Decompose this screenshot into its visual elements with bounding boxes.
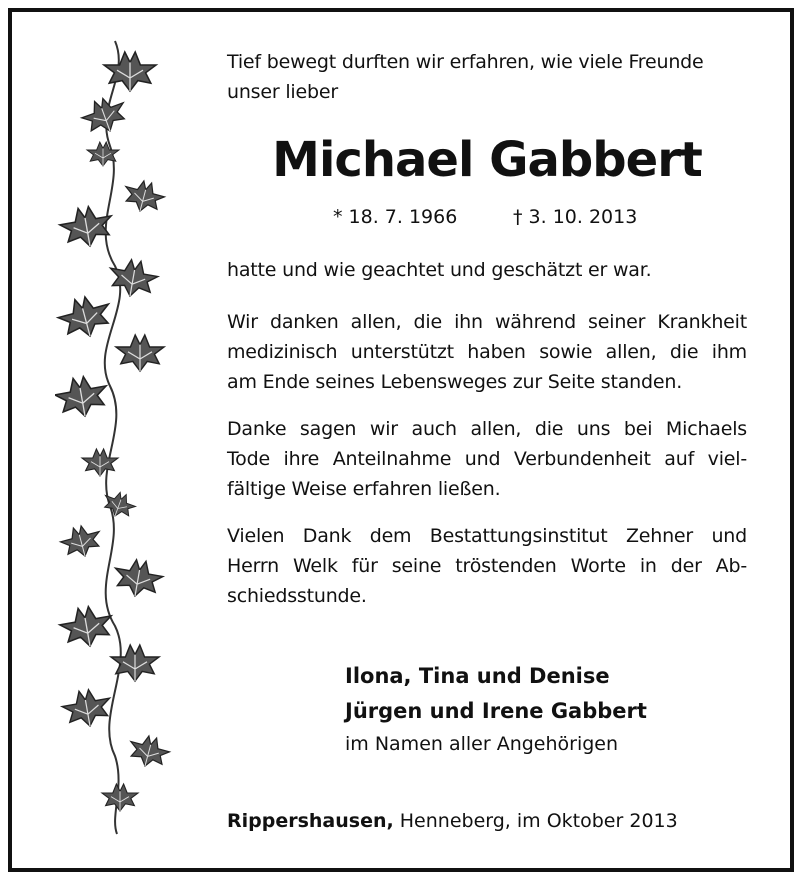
funeral-thanks-paragraph <box>227 521 747 611</box>
paragraph-line: schiedsstunde. <box>227 585 367 607</box>
intro-line: Tief bewegt durften wir erfahren, wie viele Freunde <box>227 51 704 73</box>
paragraph-line: Tode ihre Anteilnahme und Verbundenheit auf viel- <box>227 448 747 470</box>
signatory-line: Jürgen und Irene Gabbert <box>345 699 647 723</box>
signatory-line: Ilona, Tina und Denise <box>345 664 610 688</box>
paragraph-line: am Ende seines Lebensweges zur Seite standen. <box>227 371 683 393</box>
signatories <box>345 659 647 759</box>
birth-date: * 18. 7. 1966 <box>333 206 458 228</box>
intro-line: unser lieber <box>227 81 338 103</box>
paragraph-line: medizinisch unterstützt haben sowie allen, die ihm <box>227 341 747 363</box>
signatories-note: im Namen aller Angehörigen <box>345 733 619 755</box>
paragraph-line: fältige Weise erfahren ließen. <box>227 478 501 500</box>
paragraph-line: Wir danken allen, die ihn während seiner Krankheit <box>227 311 747 333</box>
paragraph-line: Herrn Welk für seine tröstenden Worte in der Ab- <box>227 555 747 577</box>
footer-date: Henneberg, im Oktober 2013 <box>393 810 678 832</box>
deceased-name: Michael Gabbert <box>272 132 702 188</box>
after-name-text: hatte und wie geachtet und geschätzt er war. <box>227 259 652 281</box>
paragraph-line: Danke sagen wir auch allen, die uns bei Michaels <box>227 418 747 440</box>
intro-text <box>227 47 747 107</box>
death-date: † 3. 10. 2013 <box>513 206 638 228</box>
condolence-paragraph <box>227 414 747 504</box>
footer-place: Rippershausen, <box>227 810 394 832</box>
thanks-paragraph <box>227 307 747 397</box>
footer <box>227 806 678 836</box>
paragraph-line: Vielen Dank dem Bestattungsinstitut Zehner und <box>227 525 747 547</box>
ivy-vine-icon <box>55 36 175 836</box>
